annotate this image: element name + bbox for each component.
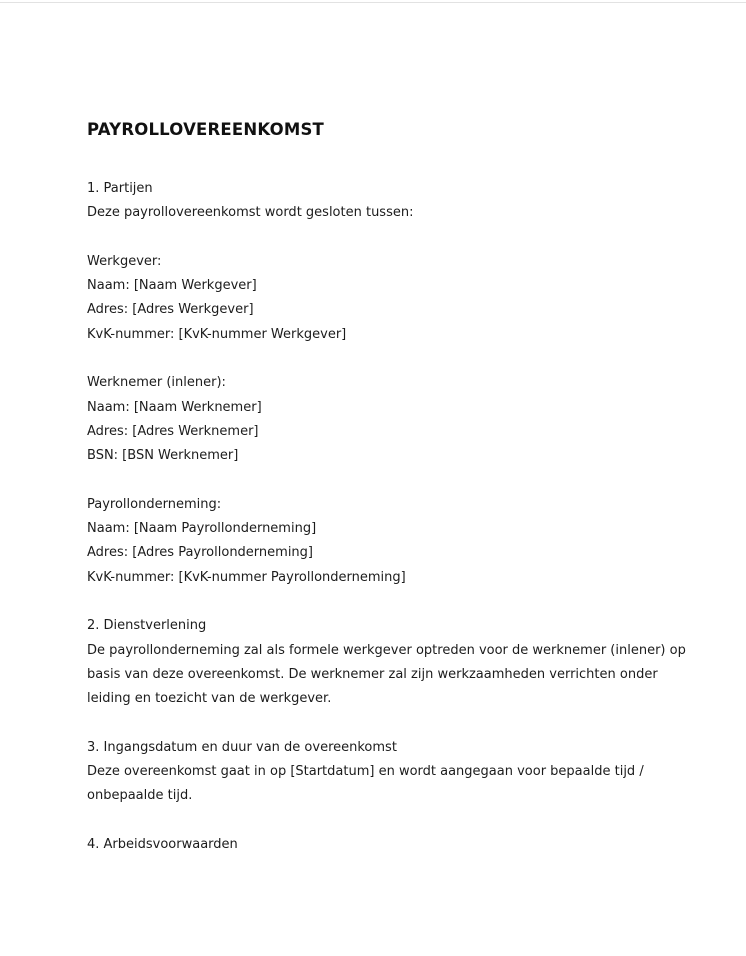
employer-name: Naam: [Naam Werkgever]: [87, 278, 257, 294]
paragraph-spacer: [87, 347, 687, 371]
section-2-line: De payrollonderneming zal als formele werkgever optreden voor de werknemer (inlener) op: [87, 642, 686, 658]
paragraph-spacer: [87, 469, 687, 493]
employee-bsn: BSN: [BSN Werknemer]: [87, 448, 239, 464]
section-2-heading: 2. Dienstverlening: [87, 618, 207, 634]
paragraph-spacer: [87, 712, 687, 736]
document-page: [87, 118, 687, 853]
payroll-company-address: Adres: [Adres Payrollonderneming]: [87, 545, 313, 561]
section-1-intro: Deze payrollovereenkomst wordt gesloten tussen:: [87, 205, 414, 221]
section-2-line: leiding en toezicht van de werkgever.: [87, 691, 332, 707]
section-3-heading: 3. Ingangsdatum en duur van de overeenkomst: [87, 739, 397, 755]
page-top-divider: [0, 2, 746, 3]
document-body: [87, 177, 687, 857]
employee-label: Werknemer (inlener):: [87, 375, 226, 391]
employee-address: Adres: [Adres Werknemer]: [87, 423, 259, 439]
payroll-company-label: Payrollonderneming:: [87, 496, 222, 512]
paragraph-spacer: [87, 590, 687, 614]
section-1-heading: 1. Partijen: [87, 181, 153, 196]
employee-name: Naam: [Naam Werknemer]: [87, 399, 262, 415]
section-3-line: Deze overeenkomst gaat in op [Startdatum] en wordt aangegaan voor bepaalde tijd /: [87, 764, 644, 780]
section-4-heading: 4. Arbeidsvoorwaarden: [87, 837, 238, 853]
document-title: PAYROLLOVEREENKOMST: [87, 120, 324, 139]
section-3-line: onbepaalde tijd.: [87, 788, 193, 804]
paragraph-spacer: [87, 809, 687, 833]
employer-kvk: KvK-nummer: [KvK-nummer Werkgever]: [87, 326, 347, 342]
employer-label: Werkgever:: [87, 253, 162, 269]
section-2-line: basis van deze overeenkomst. De werknemer zal zijn werkzaamheden verrichten onder: [87, 666, 658, 682]
paragraph-spacer: [87, 226, 687, 250]
employer-address: Adres: [Adres Werkgever]: [87, 302, 254, 318]
payroll-company-name: Naam: [Naam Payrollonderneming]: [87, 521, 317, 537]
payroll-company-kvk: KvK-nummer: [KvK-nummer Payrollonderneming]: [87, 569, 406, 585]
